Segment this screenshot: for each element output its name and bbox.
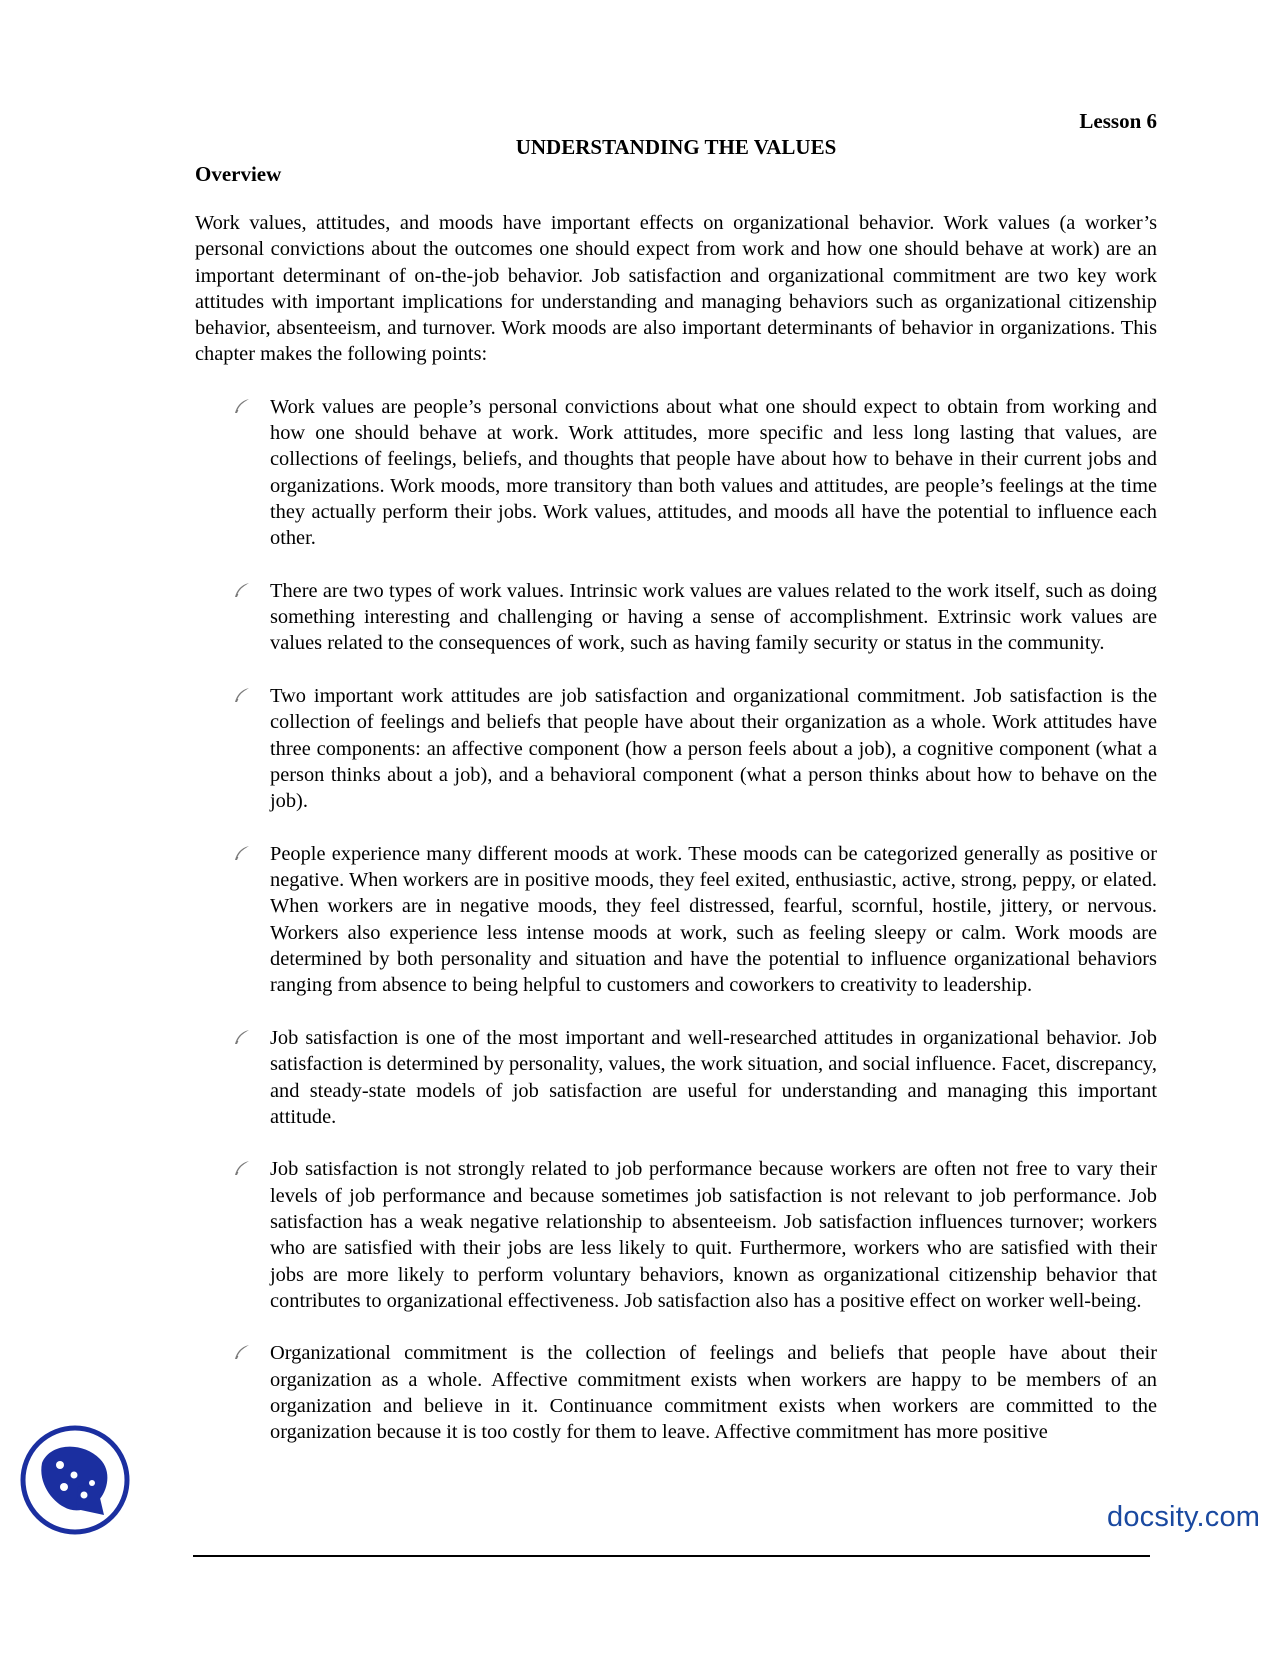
quill-bullet-icon	[233, 581, 251, 599]
quill-bullet-icon	[233, 844, 251, 862]
list-item	[195, 1340, 1157, 1445]
quill-bullet-icon	[233, 1159, 251, 1177]
list-item	[195, 683, 1157, 814]
footer-divider	[193, 1555, 1150, 1557]
bullet-text: People experience many different moods at work. These moods can be categorized generally as positive or negative. When workers are in positive moods, they feel exited, enthusiastic, active, strong, peppy, or elated. When workers are in negative moods, they feel distressed, fearful, scornful, hostile, jittery, or nervous. Workers also experience less intense moods at work, such as feeling sleepy or calm. Work moods are determined by both personality and situation and have the potential to influence organizational behaviors ranging from absence to being helpful to customers and coworkers to creativity to leadership.	[270, 842, 1157, 997]
quill-bullet-icon	[233, 397, 251, 415]
docsity-logo-icon[interactable]	[20, 1425, 130, 1535]
list-item	[195, 1025, 1157, 1130]
list-item	[195, 1156, 1157, 1314]
docsity-watermark[interactable]: docsity.com	[1107, 1501, 1261, 1533]
bullet-text: Job satisfaction is not strongly related to job performance because workers are often not free to vary their levels of job performance and because sometimes job satisfaction is not relevant to job performance. Job satisfaction has a weak negative relationship to absenteeism. Job satisfaction influences turnover; workers who are satisfied with their jobs are less likely to quit. Furthermore, workers who are satisfied with their jobs are more likely to perform voluntary behaviors, known as organizational citizenship behavior that contributes to organizational effectiveness. Job satisfaction also has a positive effect on worker well-being.	[270, 1158, 1157, 1312]
quill-bullet-icon	[233, 1343, 251, 1361]
page-title: UNDERSTANDING THE VALUES	[515, 135, 837, 159]
bullet-text: Organizational commitment is the collection of feelings and beliefs that people have about their organization as a whole. Affective commitment exists when workers are happy to be members of an organization and believe in it. Continuance commitment exists when workers are committed to the organization because it is too costly for them to leave. Affective commitment has more positive	[270, 1342, 1157, 1444]
list-item	[195, 394, 1157, 552]
quill-bullet-icon	[233, 686, 251, 704]
bullet-text: Work values are people’s personal convictions about what one should expect to obtain from working and how one should behave at work. Work attitudes, more specific and less long lasting that values, are collections of feelings, beliefs, and thoughts that people have about how to behave in their current jobs and organizations. Work moods, more transitory than both values and attitudes, are people’s feelings at the time they actually perform their jobs. Work values, attitudes, and moods all have the potential to influence each other.	[270, 395, 1157, 550]
quill-bullet-icon	[233, 1028, 251, 1046]
lesson-number: Lesson 6	[1079, 109, 1157, 133]
bullet-text: There are two types of work values. Intrinsic work values are values related to the work itself, such as doing something interesting and challenging or having a sense of accomplishment. Extrinsic work values are values related to the consequences of work, such as having family security or status in the community.	[270, 579, 1157, 655]
intro-paragraph: Work values, attitudes, and moods have important effects on organizational behavior. Work values (a worker’s personal convictions about the outcomes one should expect from work and how one should behave at work) are an important determinant of on-the-job behavior. Job satisfaction and organizational commitment are two key work attitudes with important implications for understanding and managing behaviors such as organizational citizenship behavior, absenteeism, and turnover. Work moods are also important determinants of behavior in organizations. This chapter makes the following points:	[195, 212, 1157, 366]
bullet-list	[195, 394, 1157, 1446]
overview-heading: Overview	[195, 162, 282, 186]
list-item	[195, 841, 1157, 999]
document-page	[195, 108, 1157, 1472]
list-item	[195, 578, 1157, 657]
bullet-text: Two important work attitudes are job satisfaction and organizational commitment. Job satisfaction is the collection of feelings and beliefs that people have about their organization as a whole. Work attitudes have three components: an affective component (how a person feels about a job), a cognitive component (what a person thinks about a job), and a behavioral component (what a person thinks about how to behave on the job).	[270, 685, 1157, 813]
bullet-text: Job satisfaction is one of the most important and well-researched attitudes in organizational behavior. Job satisfaction is determined by personality, values, the work situation, and social influence. Facet, discrepancy, and steady-state models of job satisfaction are useful for understanding and managing this important attitude.	[270, 1026, 1157, 1128]
